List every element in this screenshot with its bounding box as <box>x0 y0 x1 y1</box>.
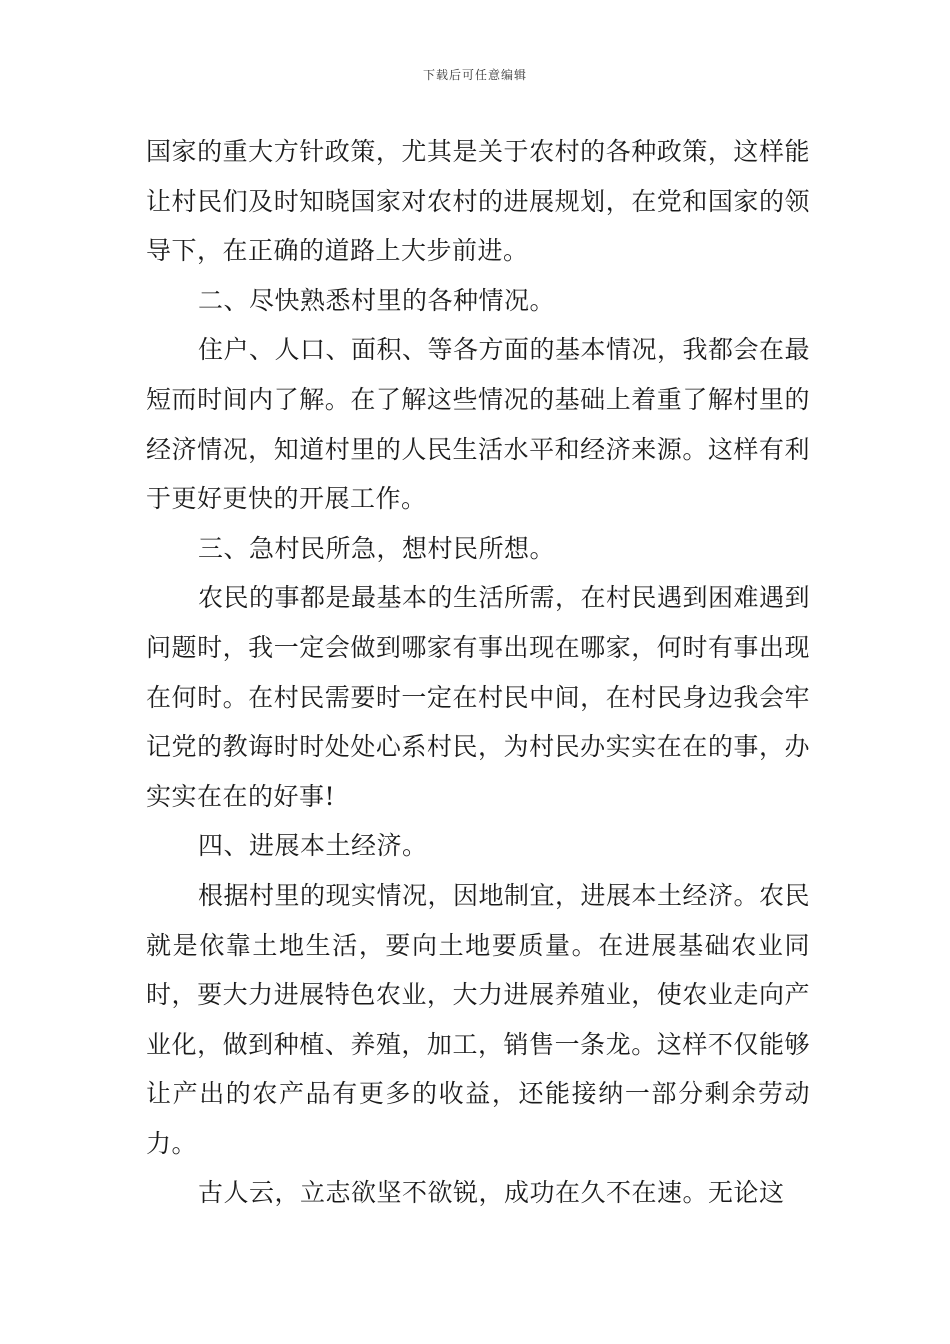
body-text <box>146 127 810 1218</box>
paragraph-4-heading: 三、急村民所急，想村民所想。 <box>198 533 556 563</box>
paragraph-6-heading: 四、进展本土经济。 <box>198 831 428 861</box>
header-note: 下载后可任意编辑 <box>422 68 527 82</box>
paragraph-2-heading: 二、尽快熟悉村里的各种情况。 <box>198 285 556 315</box>
paragraph-5: 农民的事都是最基本的生活所需，在村民遇到困难遇到问题时，我一定会做到哪家有事出现在哪家，何时有事出现在何时。在村民需要时一定在村民中间，在村民身边我会牢记党的教诲时时处处心系村民，为村民办实实在在的事，办实实在在的好事! <box>146 583 811 811</box>
paragraph-7: 根据村里的现实情况，因地制宜，进展本土经济。农民就是依靠土地生活，要向土地要质量。在进展基础农业同时，要大力进展特色农业，大力进展养殖业，使农业走向产业化，做到种植、养殖，加工，销售一条龙。这样不仅能够让产出的农产品有更多的收益，还能接纳一部分剩余劳动力。 <box>146 880 811 1158</box>
paragraph-8: 古人云，立志欲坚不欲锐，成功在久不在速。无论这 <box>198 1178 785 1208</box>
paragraph-1: 国家的重大方针政策，尤其是关于农村的各种政策，这样能让村民们及时知晓国家对农村的进展规划，在党和国家的领导下，在正确的道路上大步前进。 <box>146 137 810 266</box>
paragraph-3: 住户、人口、面积、等各方面的基本情况，我都会在最短而时间内了解。在了解这些情况的基础上着重了解村里的经济情况，知道村里的人民生活水平和经济来源。这样有利于更好更快的开展工作。 <box>146 335 811 514</box>
